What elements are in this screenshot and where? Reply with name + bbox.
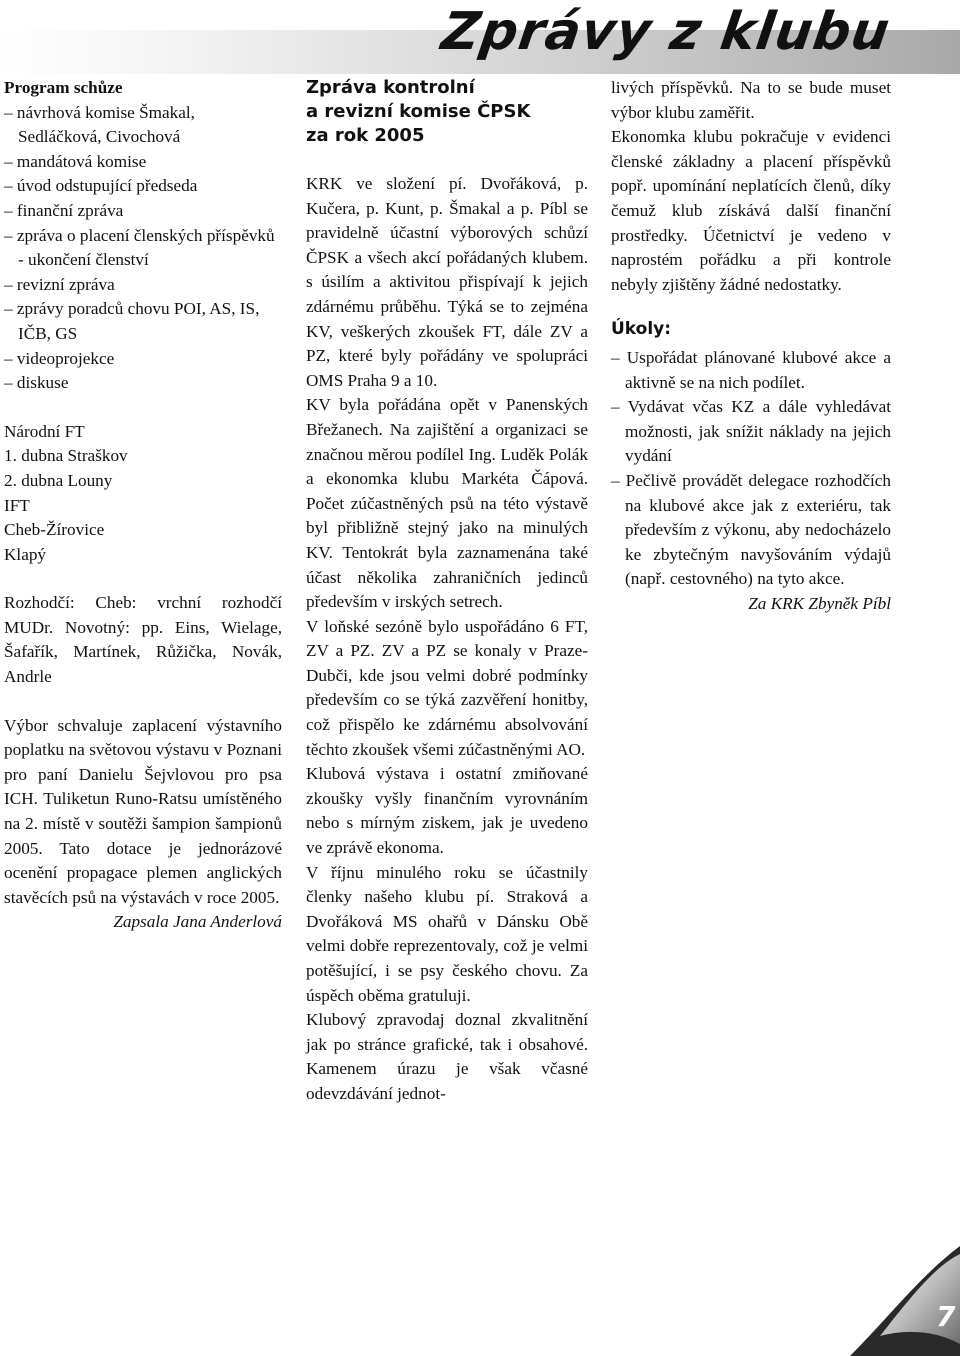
- event-line: 1. dubna Straškov: [4, 446, 128, 466]
- article-paragraph: Ekonomka klubu pokračuje v evidenci členské základny a placení příspěvků popř. upomínání neplatících členů, díky čemuž klub získává další finanční prostředky. Účetnictví je vedeno v naprostém pořádku a při kontrole nebyly zjištěny žádné nedostatky.: [611, 127, 891, 294]
- program-item: – mandátová komise: [4, 151, 147, 171]
- event-line: 2. dubna Louny: [4, 470, 113, 490]
- article-heading-line: a revizní komise ČPSK: [306, 101, 531, 122]
- article-paragraph: KV byla pořádána opět v Panenských Břežanech. Na zajištění a organizaci se značnou měrou podílel Ing. Luděk Polák a ekonomka klubu Markéta Čápová. Počet zúčastněných psů na této výstavě byl přibližně stejný jako na minulých KV. Tentokrát byla zaznamenána také účast několika zahraničních jedinců především v irských setrech.: [306, 395, 588, 612]
- program-item: – zpráva o placení členských příspěvků - ukončení členství: [4, 225, 275, 270]
- article-paragraph: KRK ve složení pí. Dvořáková, p. Kučera, p. Kunt, p. Šmakal a p. Píbl se pravidelně účastní výborových schůzí ČPSK a všech akcí pořádaných klubem. s úsilím a aktivitou přispívají k jejich zdárnému průběhu. Týká se to zejména KV, veškerých zkoušek FT, dále ZV a PZ, které byly pořádány ve spolupráci OMS Praha 9 a 10.: [306, 174, 588, 390]
- article-paragraph: livých příspěvků. Na to se bude muset výbor klubu zaměřit.: [611, 78, 891, 122]
- article-paragraph: V říjnu minulého roku se účastnily členky našeho klubu pí. Straková a Dvořáková MS ohařů v Dánsku Obě velmi dobře reprezentovaly, což je velmi potěšující, i se psy českého chovu. Za úspěch oběma gratuluji.: [306, 862, 588, 1005]
- program-item: – diskuse: [4, 373, 69, 393]
- task-item: – Uspořádat plánované klubové akce a aktivně se na nich podílet.: [611, 347, 891, 392]
- program-item: – finanční zpráva: [4, 200, 124, 220]
- signature: Za KRK Zbyněk Píbl: [748, 593, 891, 613]
- article-heading: [306, 76, 588, 148]
- article-paragraph: V loňské sezóně bylo uspořádáno 6 FT, ZV a PZ. ZV a PZ se konaly v Praze-Dubči, kde jsou velmi dobré podmínky především co se týká zazvěření honitby, což přispělo ke zdárnému absolvování těchto zkoušek všemi zúčastněnými AO.: [306, 616, 588, 759]
- section-title: Zprávy z klubu: [438, 2, 895, 62]
- article-heading-line: Zpráva kontrolní: [306, 77, 475, 98]
- program-item: – revizní zpráva: [4, 274, 115, 294]
- event-line: IFT: [4, 495, 30, 515]
- event-line: Klapý: [4, 544, 47, 564]
- task-item: – Pečlivě provádět delegace rozhodčích na klubové akce jak z exteriéru, tak především z výkonu, aby nedocházelo ke zbytečným navyšováním výdajů (např. cestovného) na tyto akce.: [611, 470, 891, 589]
- program-item: – videoprojekce: [4, 348, 115, 368]
- column-left: [4, 76, 282, 935]
- program-item: – úvod odstupující předseda: [4, 176, 198, 196]
- article-paragraph: Klubová výstava i ostatní zmiňované zkoušky vyšly finančním vyrovnáním nebo s mírným ziskem, jak je uvedeno ve zprávě ekonoma.: [306, 764, 588, 858]
- event-line: Cheb-Žírovice: [4, 520, 105, 540]
- event-line: Národní FT: [4, 421, 85, 441]
- article-paragraph: Klubový zpravodaj doznal zkvalitnění jak po stránce grafické, tak i obsahové. Kamenem úrazu je však včasné odevzdávání jednot-: [306, 1010, 588, 1103]
- program-list: [4, 101, 282, 396]
- column-middle: [306, 76, 588, 1107]
- page-curl-corner: [840, 1236, 960, 1356]
- signature: Zapsala Jana Anderlová: [113, 912, 282, 932]
- page-number: 7: [936, 1300, 956, 1333]
- column-right: [611, 76, 891, 616]
- program-title: Program schůze: [4, 78, 123, 97]
- program-item: – návrhová komise Šmakal, Sedláčková, Civochová: [4, 102, 195, 147]
- tasks-heading: Úkoly:: [611, 319, 672, 340]
- board-paragraph: Výbor schvaluje zaplacení výstavního poplatku na světovou výstavu v Poznani pro paní Danielu Šejvlovou pro psa ICH. Tuliketun Runo-Ratsu umístěného na 2. místě v soutěži šampion šampionů 2005. Tato dotace je jednorázové ocenění propagace plemen anglických stavěcích psů na výstavách v roce 2005.: [4, 715, 282, 907]
- judges-paragraph: Rozhodčí: Cheb: vrchní rozhodčí MUDr. Novotný: pp. Eins, Wielage, Šafařík, Martínek, Růžička, Novák, Andrle: [4, 593, 282, 687]
- article-heading-line: za rok 2005: [306, 125, 425, 146]
- task-item: – Vydávat včas KZ a dále vyhledávat možnosti, jak snížit náklady na jejich vydání: [611, 397, 891, 466]
- tasks-list: [611, 346, 891, 592]
- program-item: – zprávy poradců chovu POI, AS, IS, IČB, GS: [4, 299, 260, 343]
